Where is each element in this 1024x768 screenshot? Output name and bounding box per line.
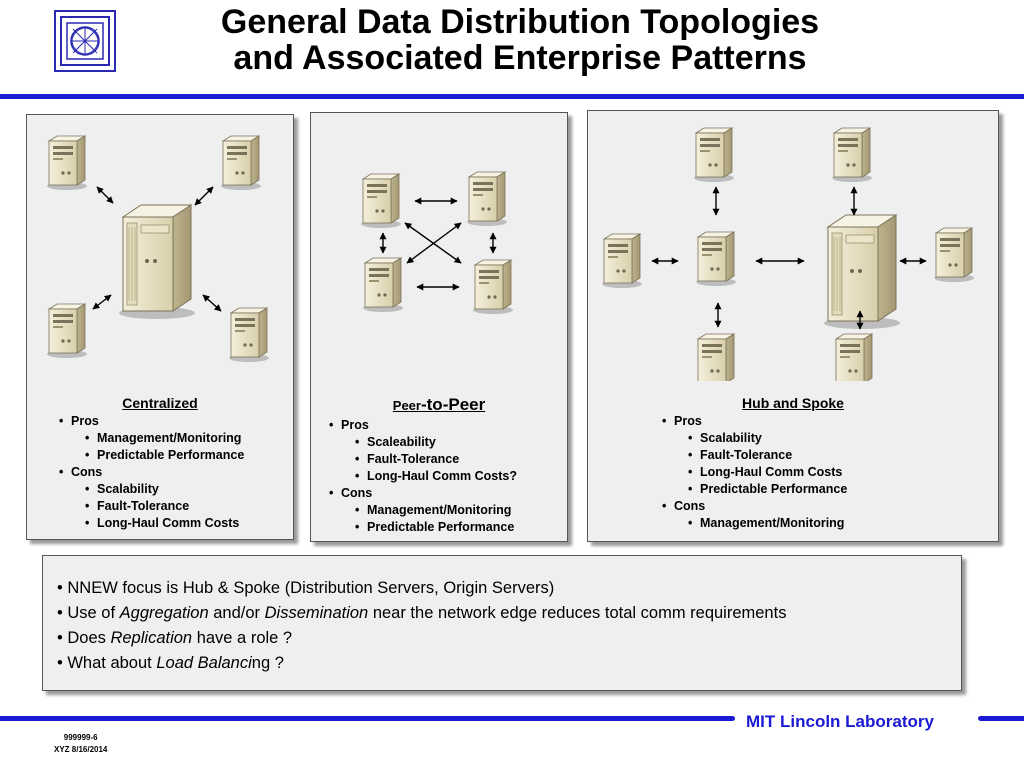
server-icon: [696, 232, 736, 286]
panel-title-peer-to-peer: Peer-to-Peer: [392, 395, 486, 414]
server-icon: [696, 334, 736, 381]
list-item: • Long-Haul Comm Costs: [662, 464, 847, 481]
large-server-icon: [824, 215, 900, 329]
list-item: • Pros: [59, 413, 244, 430]
large-server-icon: [119, 205, 195, 319]
centralized-list: [59, 413, 244, 532]
list-item: • Pros: [329, 417, 517, 434]
footer-slide-id: 999999-6 XYZ 8/16/2014: [54, 733, 108, 754]
hub-and-spoke-diagram: [588, 111, 1000, 381]
panel-title-centralized: Centralized: [122, 395, 198, 411]
footer-lab-name: MIT Lincoln Laboratory: [746, 712, 934, 731]
server-icon: [47, 304, 87, 358]
footer-rule-right: [978, 716, 1024, 721]
centralized-diagram: [27, 115, 295, 375]
list-item: • Scalability: [59, 481, 244, 498]
double-arrow-icon: [93, 295, 111, 309]
footer-rule-left: [0, 716, 735, 721]
list-item: • Management/Monitoring: [329, 502, 517, 519]
centralized-panel: [26, 114, 294, 540]
server-icon: [473, 260, 513, 314]
list-item: • Fault-Tolerance: [662, 447, 847, 464]
list-item: • Fault-Tolerance: [329, 451, 517, 468]
server-icon: [934, 228, 974, 282]
list-item: • Long-Haul Comm Costs: [59, 515, 244, 532]
note-line-2: • Use of Aggregation and/or Dissemination near the network edge reduces total comm requirements: [57, 604, 787, 622]
server-icon: [363, 258, 403, 312]
list-item: • Predictable Performance: [59, 447, 244, 464]
note-line-3: • Does Replication have a role ?: [57, 629, 293, 647]
server-icon: [694, 128, 734, 182]
list-item: • Management/Monitoring: [59, 430, 244, 447]
panel-title-hub-and-spoke: Hub and Spoke: [742, 395, 844, 411]
list-item: • Cons: [662, 498, 847, 515]
peer-to-peer-panel: [310, 112, 568, 542]
list-item: • Fault-Tolerance: [59, 498, 244, 515]
server-icon: [602, 234, 642, 288]
server-icon: [221, 136, 261, 190]
list-item: • Predictable Performance: [329, 519, 517, 536]
page-title: [130, 4, 910, 76]
list-item: • Scalability: [662, 430, 847, 447]
mit-ll-logo: [54, 10, 116, 72]
list-item: • Management/Monitoring: [662, 515, 847, 532]
double-arrow-icon: [97, 187, 113, 203]
server-icon: [47, 136, 87, 190]
double-arrow-icon: [203, 295, 221, 311]
title-line-1: General Data Distribution Topologies: [220, 3, 820, 41]
server-icon: [834, 334, 874, 381]
server-icon: [229, 308, 269, 362]
hub-and-spoke-panel: [587, 110, 999, 542]
double-arrow-icon: [195, 187, 213, 205]
notes-box: [42, 555, 962, 691]
list-item: • Cons: [329, 485, 517, 502]
note-line-1: • NNEW focus is Hub & Spoke (Distribution Servers, Origin Servers): [57, 579, 555, 597]
peer-to-peer-list: [329, 417, 517, 536]
list-item: • Predictable Performance: [662, 481, 847, 498]
header-rule: [0, 94, 1024, 99]
list-item: • Cons: [59, 464, 244, 481]
server-icon: [361, 174, 401, 228]
note-line-4: • What about Load Balancing ?: [57, 654, 284, 672]
list-item: • Pros: [662, 413, 847, 430]
list-item: • Scaleability: [329, 434, 517, 451]
server-icon: [467, 172, 507, 226]
peer-to-peer-diagram: [311, 113, 569, 373]
list-item: • Long-Haul Comm Costs?: [329, 468, 517, 485]
title-line-2: and Associated Enterprise Patterns: [233, 39, 807, 77]
server-icon: [832, 128, 872, 182]
hub-and-spoke-list: [662, 413, 847, 532]
